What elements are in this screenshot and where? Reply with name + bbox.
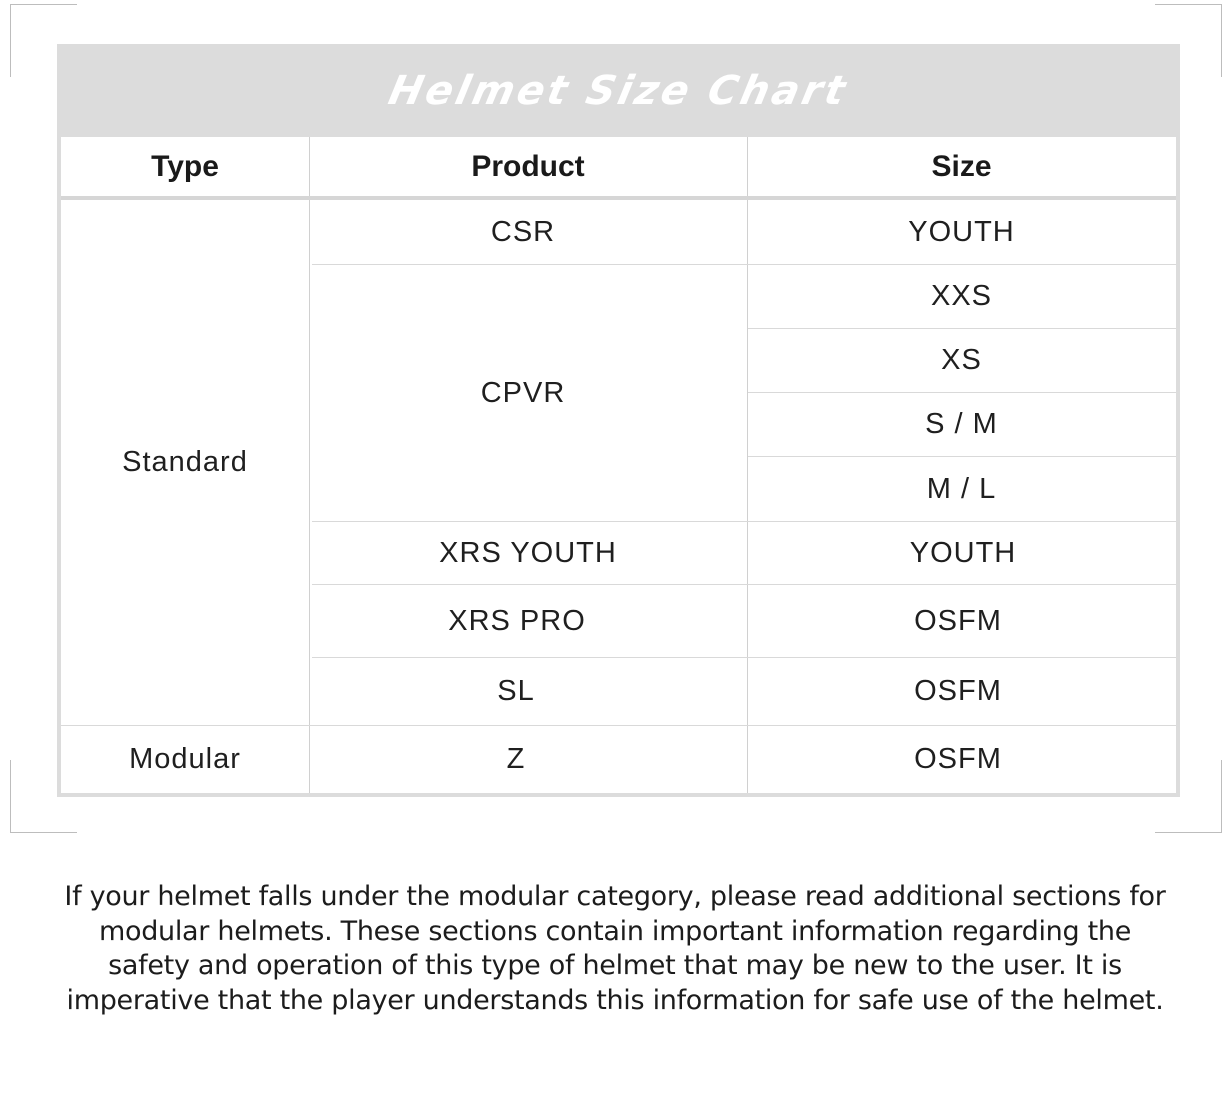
crop-mark [1221,4,1222,77]
row-divider [312,584,1176,585]
row-divider [748,456,1176,457]
size-cell: XXS [930,280,993,312]
product-cell: Z [506,743,526,775]
crop-mark [1155,832,1222,833]
chart-title: Helmet Size Chart [384,67,853,114]
type-cell-standard: Standard [122,446,248,478]
size-cell: M / L [926,472,997,505]
crop-mark [1155,4,1222,5]
header-type: Type [151,149,219,183]
size-table [61,137,1176,793]
crop-mark [10,4,11,77]
header-product: Product [471,149,585,183]
size-cell: YOUTH [909,536,1017,569]
product-cell: SL [497,675,535,707]
size-cell: YOUTH [908,215,1015,248]
row-divider [748,328,1176,329]
size-cell: OSFM [914,604,1002,637]
size-chart [57,44,1180,797]
size-cell: XS [941,344,982,376]
size-cell: OSFM [914,743,1002,775]
header-size: Size [931,149,992,183]
product-cell: CSR [490,215,556,248]
row-divider [748,392,1176,393]
product-cell: XRS PRO [448,604,586,637]
size-cell: OSFM [914,675,1002,707]
row-divider [312,657,1176,658]
row-divider [312,521,1176,522]
type-cell-modular: Modular [129,743,241,775]
row-divider [312,264,1176,265]
crop-mark [1221,760,1222,833]
product-cell: CPVR [480,376,566,409]
modular-note: If your helmet falls under the modular category, please read additional sections for modular helmets. These sections contain important information regarding the safety and operation of this type of helmet that may be new to the user. It is imperative that the player understands this information for safe use of the helmet. [64,881,1166,1016]
crop-mark [10,760,11,833]
crop-mark [10,832,77,833]
row-divider [61,725,1176,726]
product-cell: XRS YOUTH [439,536,617,569]
size-cell: S / M [925,408,998,440]
crop-mark [10,4,77,5]
